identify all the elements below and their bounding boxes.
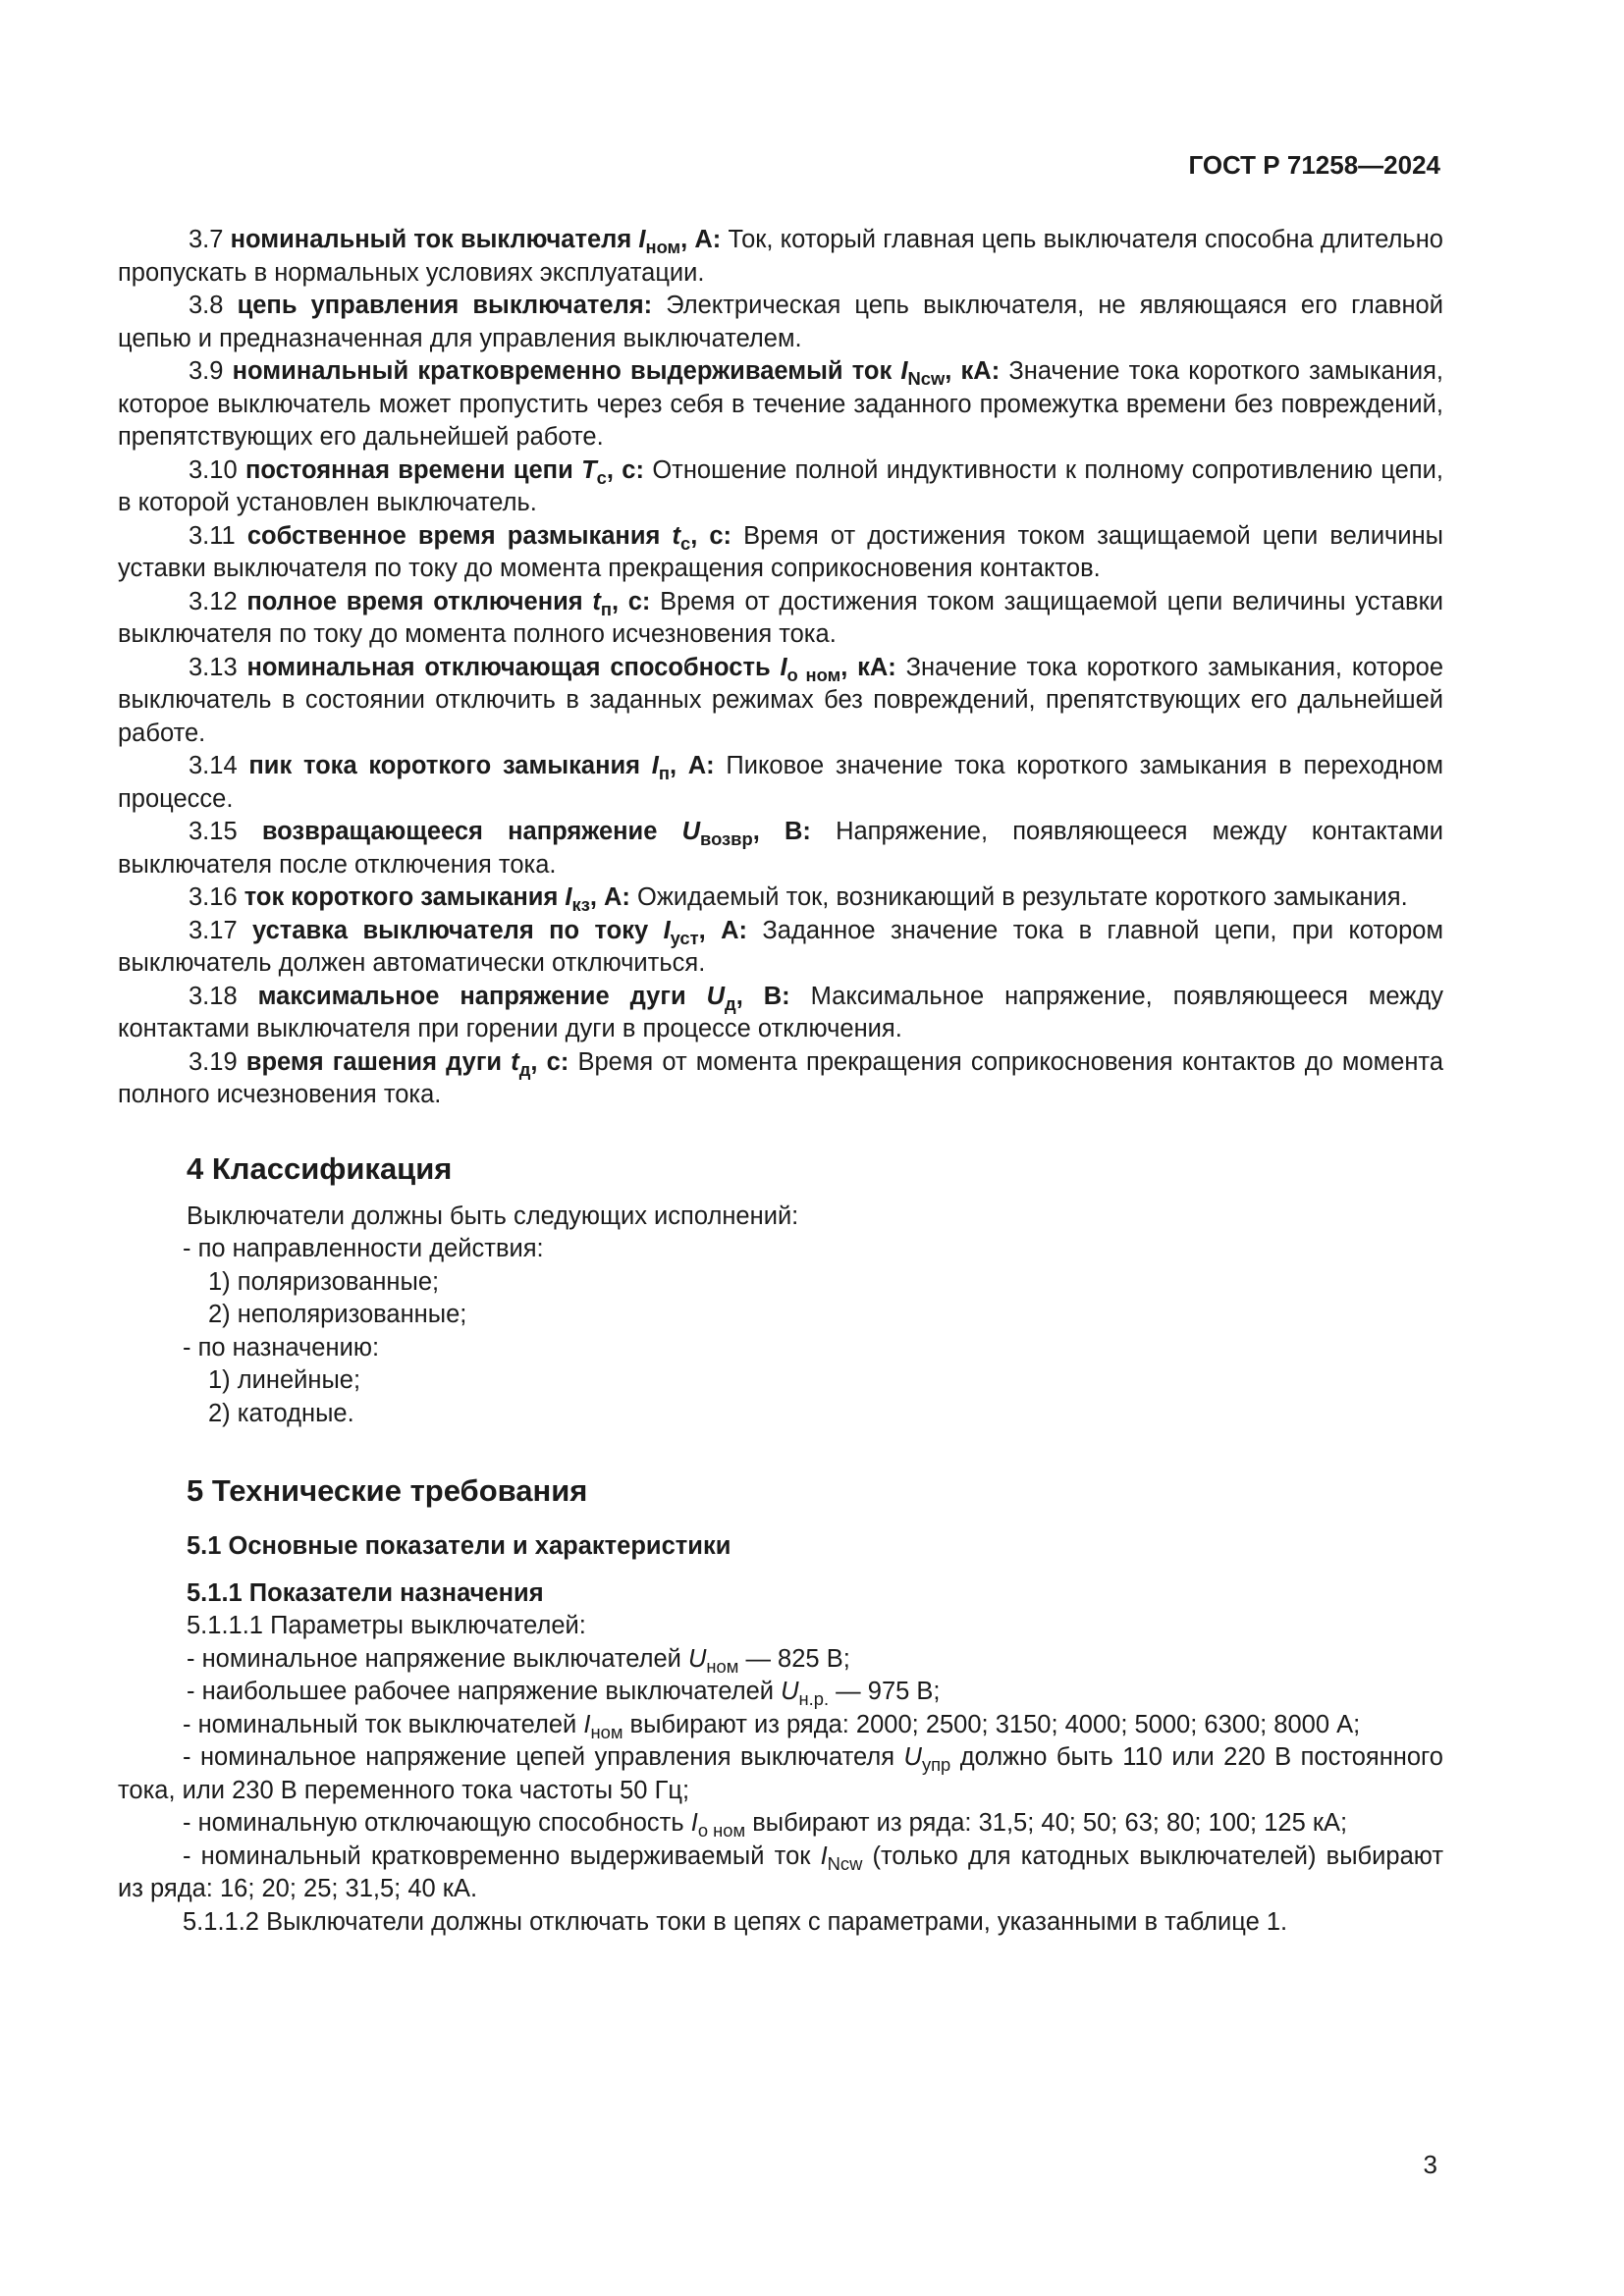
definition-3-9: 3.9 номинальный кратковременно выдерживаемый ток $I_{Ncw}$, кА: Значение тока короткого замыкания, которое выключатель может пропустить через себя в течение заданного промежутка времени без повреждений, препятствующих его дальнейшей работе. (118, 357, 1443, 451)
subsection-5-1-1-heading: 5.1.1 Показатели назначения (187, 1578, 544, 1607)
classification-list (118, 1201, 1443, 1431)
clause-5-1-1-1: 5.1.1.1 Параметры выключателей: (187, 1612, 586, 1639)
classification-intro: Выключатели должны быть следующих исполнений: (187, 1201, 799, 1230)
clause-5-1-1-2: 5.1.1.2 Выключатели должны отключать токи в цепях с параметрами, указанными в таблице 1. (183, 1907, 1288, 1936)
page-number: 3 (1423, 2150, 1437, 2179)
classification-group-direction: - по направленности действия: (183, 1235, 544, 1262)
definition-3-14: 3.14 пик тока короткого замыкания $I_п$, А: Пиковое значение тока короткого замыкания в переходном процессе. (118, 752, 1444, 813)
param-rated-current: - номинальный ток выключателей $I_{ном}$ выбирают из ряда: 2000; 2500; 3150; 4000; 5000; 6300; 8000 А; (183, 1710, 1361, 1742)
definition-3-11: 3.11 собственное время размыкания $t_c$, с: Время от достижения током защищаемой цепи величины уставки выключателя по току до момента прекращения соприкосновения контактов. (118, 521, 1443, 582)
definition-3-19: 3.19 время гашения дуги $t_д$, с: Время от момента прекращения соприкосновения контактов до момента полного исчезновения тока. (118, 1047, 1443, 1108)
classification-group-purpose: - по назначению: (183, 1333, 380, 1362)
classification-item: 2) катодные. (208, 1399, 354, 1427)
definition-3-7: 3.7 номинальный ток выключателя $I_{ном}$, А: Ток, который главная цепь выключателя способна длительно пропускать в нормальных условиях эксплуатации. (118, 226, 1443, 287)
param-max-voltage: - наибольшее рабочее напряжение выключателей $U_{н.р.}$ — 975 В; (187, 1678, 941, 1709)
definition-3-10: 3.10 постоянная времени цепи $T_c$, с: Отношение полной индуктивности к полному сопротивлению цепи, в которой установлен выключатель. (118, 455, 1444, 516)
definition-3-8: 3.8 цепь управления выключателя: Электрическая цепь выключателя, не являющаяся его главной цепью и предназначенная для управления выключателем. (118, 292, 1443, 352)
section-4-heading: 4 Классификация (187, 1150, 453, 1186)
classification-item: 1) линейные; (208, 1366, 361, 1394)
definition-3-13: 3.13 номинальная отключающая способность $I_{о ном}$, кА: Значение тока короткого замыкания, которое выключатель в состоянии отключить в заданных режимах без повреждений, препятствующих его дальнейшей работе. (118, 653, 1443, 747)
definition-3-12: 3.12 полное время отключения $t_п$, с: Время от достижения током защищаемой цепи величины уставки выключателя по току до момента полного исчезновения тока. (118, 587, 1443, 648)
param-control-voltage: - номинальное напряжение цепей управления выключателя $U_{упр}$ должно быть 110 или 220 В постоянного тока, или 230 В переменного тока частоты 50 Гц; (118, 1743, 1443, 1804)
section-5-heading: 5 Технические требования (187, 1473, 588, 1508)
param-rated-voltage: - номинальное напряжение выключателей $U_{ном}$ — 825 В; (187, 1644, 850, 1677)
classification-item: 1) поляризованные; (208, 1267, 440, 1296)
definition-3-15: 3.15 возвращающееся напряжение $U_{возвр}$, В: Напряжение, появляющееся между контактами выключателя после отключения тока. (118, 818, 1443, 879)
subsection-5-1-heading: 5.1 Основные показатели и характеристики (187, 1532, 731, 1560)
param-breaking-capacity: - номинальную отключающую способность $I_{о ном}$ выбирают из ряда: 31,5; 40; 50; 63; 80; 100; 125 кА; (183, 1809, 1348, 1841)
document-header: ГОСТ Р 71258—2024 (1188, 150, 1440, 180)
page-content (118, 224, 1443, 1939)
param-short-time-current: - номинальный кратковременно выдерживаемый ток $I_{Ncw}$ (только для катодных выключателей) выбирают из ряда: 16; 20; 25; 31,5; 40 кА. (118, 1842, 1443, 1902)
definition-3-16: 3.16 ток короткого замыкания $I_{кз}$, А: Ожидаемый ток, возникающий в результате короткого замыкания. (189, 883, 1408, 915)
definition-3-17: 3.17 уставка выключателя по току $I_{уст}$, А: Заданное значение тока в главной цепи, при котором выключатель должен автоматически отключиться. (118, 916, 1443, 977)
definition-3-18: 3.18 максимальное напряжение дуги $U_д$, В: Максимальное напряжение, появляющееся между контактами выключателя при горении дуги в процессе отключения. (118, 982, 1443, 1042)
classification-item: 2) неполяризованные; (208, 1301, 467, 1328)
